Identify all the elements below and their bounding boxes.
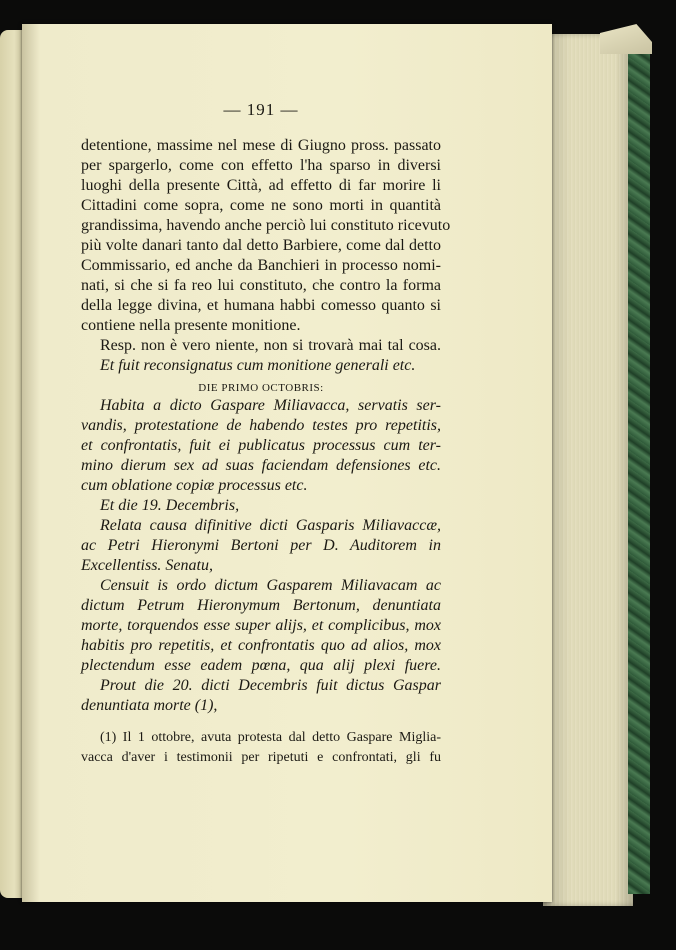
text-line: nati, si che si fa reo lui constituto, che contro la forma (81, 277, 441, 294)
page-number: — 191 — (223, 100, 299, 119)
text-line: dictum Petrum Hieronymum Bertonum, denuntiata (81, 597, 441, 614)
text-line: cum oblatione copiæ processus etc. (81, 477, 308, 494)
marbled-cover (628, 44, 650, 894)
text-line: Habita a dicto Gaspare Miliavacca, servatis ser- (100, 397, 441, 414)
text-line: ac Petri Hieronymi Bertoni per D. Auditorem in (81, 537, 441, 554)
text-line: della legge divina, et humana habbi comesso quanto si (81, 297, 441, 314)
footnote-line: (1) Il 1 ottobre, avuta protesta dal detto Gaspare Miglia- (100, 730, 441, 745)
text-line: morte, torquendos esse super alijs, et complicibus, mox (81, 617, 441, 634)
text-line: Commissario, ed anche da Banchieri in processo nomi- (81, 257, 441, 274)
text-line: habitis pro repetitis, et confrontatis quo ad alios, mox (81, 637, 441, 654)
text-line: vandis, protestatione de habendo testes pro repetitis, (81, 417, 441, 434)
text-line: Relata causa difinitive dicti Gasparis Miliavaccæ, (100, 517, 441, 534)
text-line: et confrontatis, fuit ei publicatus processus cum ter- (81, 437, 441, 454)
text-line: per spargerlo, come con effetto l'ha sparso in diversi (81, 157, 441, 174)
text-line: Censuit is ordo dictum Gasparem Miliavacam ac (100, 577, 441, 594)
footnote-line: vacca d'aver i testimonii per ripetuti e confrontati, gli fu (81, 750, 441, 765)
text-line: plectendum esse eadem pœna, qua alij plexi fuere. (81, 657, 441, 674)
text-line: mino dierum sex ad suas faciendam defensiones etc. (81, 457, 441, 474)
text-line: denuntiata morte (1), (81, 697, 218, 714)
text-line: luoghi della presente Città, ad effetto di far morire li (81, 177, 441, 194)
section-heading: DIE PRIMO OCTOBRIS: (198, 382, 324, 394)
text-line: Et fuit reconsignatus cum monitione generali etc. (100, 357, 416, 374)
text-line: più volte danari tanto dal detto Barbiere, come dal detto (81, 237, 441, 254)
response-line: Resp. non è vero niente, non si trovarà mai tal cosa. (100, 337, 441, 354)
text-line: grandissima, havendo anche perciò lui constituto ricevuto (81, 217, 451, 234)
text-line: detentione, massime nel mese di Giugno pross. passato (81, 137, 441, 154)
text-line: Prout die 20. dicti Decembris fuit dictus Gaspar (100, 677, 441, 694)
cover-corner (600, 24, 652, 54)
text-line: Et die 19. Decembris, (100, 497, 240, 514)
text-line: contiene nella presente monitione. (81, 317, 301, 334)
text-line: Cittadini come sopra, come ne sono morti in quantità (81, 197, 441, 214)
text-line: Excellentiss. Senatu, (81, 557, 213, 574)
page-stack-shadow (543, 34, 633, 906)
